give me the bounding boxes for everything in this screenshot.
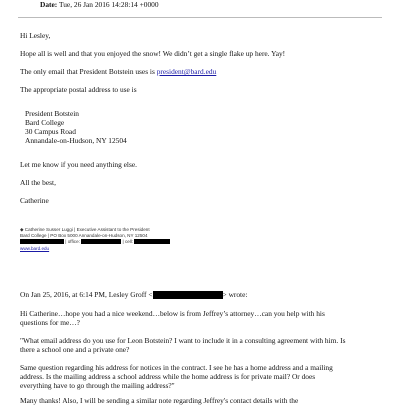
redaction-bar xyxy=(134,239,170,244)
signature-line-1: ◆ Catherine Susser Luggi | Executive Assistant to the President xyxy=(20,227,150,232)
reply-line-3: The appropriate postal address to use is xyxy=(20,85,137,94)
reply-line-2-text: The only email that President Botstein uses is xyxy=(20,67,157,76)
quoted-intro-suffix: > wrote: xyxy=(222,290,248,299)
signature-line-2: Bard College | PO Box 5000 Annandale-on-Hudson, NY 12504 xyxy=(20,233,148,238)
address-line: 30 Campus Road xyxy=(25,127,76,136)
website-link[interactable]: www.bard.edu xyxy=(20,246,50,251)
header-divider xyxy=(18,17,382,18)
reply-line-2 xyxy=(20,67,216,76)
address-line: Annandale-on-Hudson, NY 12504 xyxy=(25,136,127,145)
redaction-bar xyxy=(153,291,223,299)
reply-line-4: Let me know if you need anything else. xyxy=(20,160,137,169)
quoted-intro xyxy=(20,290,247,299)
sender-name: Catherine xyxy=(20,196,49,205)
cell-label: | cell: xyxy=(122,239,134,244)
quoted-paragraph-line: Same question regarding his address for notices in the contract. I see he has a home address and a mailing xyxy=(20,363,333,372)
date-label: Date: xyxy=(40,0,58,9)
greeting: Hi Lesley, xyxy=(20,31,51,40)
quoted-paragraph-line: Hi Catherine…hope you had a nice weekend…below is from Jeffrey’s attorney…can you help with his xyxy=(20,309,325,318)
address-line: President Botstein xyxy=(25,109,79,118)
signature-line-3 xyxy=(20,239,170,245)
redaction-bar xyxy=(20,239,64,244)
quoted-paragraph-line: address. Is the mailing address a school address while the home address is for private mail? Or does xyxy=(20,372,316,381)
date-value: Tue, 26 Jan 2016 14:28:14 +0000 xyxy=(58,0,159,9)
reply-line-1: Hope all is well and that you enjoyed the snow! We didn’t get a single flake up here. Yay! xyxy=(20,49,286,58)
quoted-paragraph-line-cut: Many thanks! Also, I will be sending a similar note regarding Jeffrey's contact details with the xyxy=(20,396,299,405)
redaction-bar xyxy=(81,239,121,244)
closing: All the best, xyxy=(20,178,56,187)
date-header xyxy=(40,0,159,9)
president-email-link[interactable]: president@bard.edu xyxy=(156,67,217,76)
quoted-intro-text: On Jan 25, 2016, at 6:14 PM, Lesley Groff < xyxy=(20,290,153,299)
address-line: Bard College xyxy=(25,118,65,127)
quoted-paragraph-line: there a school one and a private one? xyxy=(20,345,130,354)
quoted-paragraph-line: everything have to go through the mailing address?" xyxy=(20,381,175,390)
office-label: | office: xyxy=(65,239,80,244)
quoted-paragraph-line: "What email address do you use for Leon Botstein? I want to include it in a consulting agreement with him. Is xyxy=(20,336,346,345)
quoted-paragraph-line: questions for me…? xyxy=(20,318,80,327)
